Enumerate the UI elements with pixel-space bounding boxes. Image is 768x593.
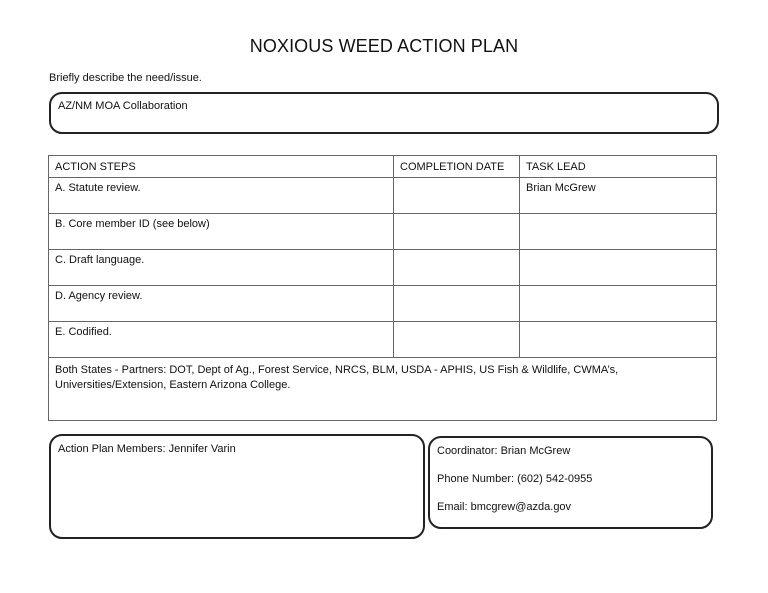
issue-field[interactable] [49,92,719,134]
task-lead-cell[interactable] [520,250,717,286]
email-text: Email: bmcgrew@azda.gov [437,501,572,513]
page-title: NOXIOUS WEED ACTION PLAN [249,36,519,56]
header-action-steps: ACTION STEPS [49,156,394,178]
table-row [49,214,717,250]
step-cell[interactable]: C. Draft language. [49,250,394,286]
partners-row [49,358,717,421]
completion-date-cell[interactable] [394,178,520,214]
members-field[interactable] [49,434,425,539]
header-task-lead: TASK LEAD [520,156,717,178]
task-lead-cell[interactable] [520,214,717,250]
table-row [49,322,717,358]
table-row [49,250,717,286]
completion-date-cell[interactable] [394,214,520,250]
members-text: Action Plan Members: Jennifer Varin [58,443,236,455]
coordinator-text: Coordinator: Brian McGrew [437,445,571,457]
completion-date-cell[interactable] [394,250,520,286]
table-row [49,286,717,322]
step-cell[interactable]: D. Agency review. [49,286,394,322]
table-header-row [49,156,717,178]
task-lead-cell[interactable] [520,286,717,322]
issue-value: AZ/NM MOA Collaboration [58,100,188,112]
step-cell[interactable]: A. Statute review. [49,178,394,214]
completion-date-cell[interactable] [394,322,520,358]
header-completion-date: COMPLETION DATE [394,156,520,178]
completion-date-cell[interactable] [394,286,520,322]
issue-label: Briefly describe the need/issue. [49,72,202,84]
task-lead-cell[interactable] [520,322,717,358]
action-steps-table [48,155,717,421]
step-cell[interactable]: E. Codified. [49,322,394,358]
table-row [49,178,717,214]
partners-cell[interactable]: Both States - Partners: DOT, Dept of Ag., Forest Service, NRCS, BLM, USDA - APHIS, US Fish & Wildlife, CWMA’s, Universities/Extension, Eastern Arizona College. [49,358,717,421]
contact-box[interactable] [428,436,713,529]
task-lead-cell[interactable]: Brian McGrew [520,178,717,214]
phone-text: Phone Number: (602) 542-0955 [437,473,593,485]
step-cell[interactable]: B. Core member ID (see below) [49,214,394,250]
